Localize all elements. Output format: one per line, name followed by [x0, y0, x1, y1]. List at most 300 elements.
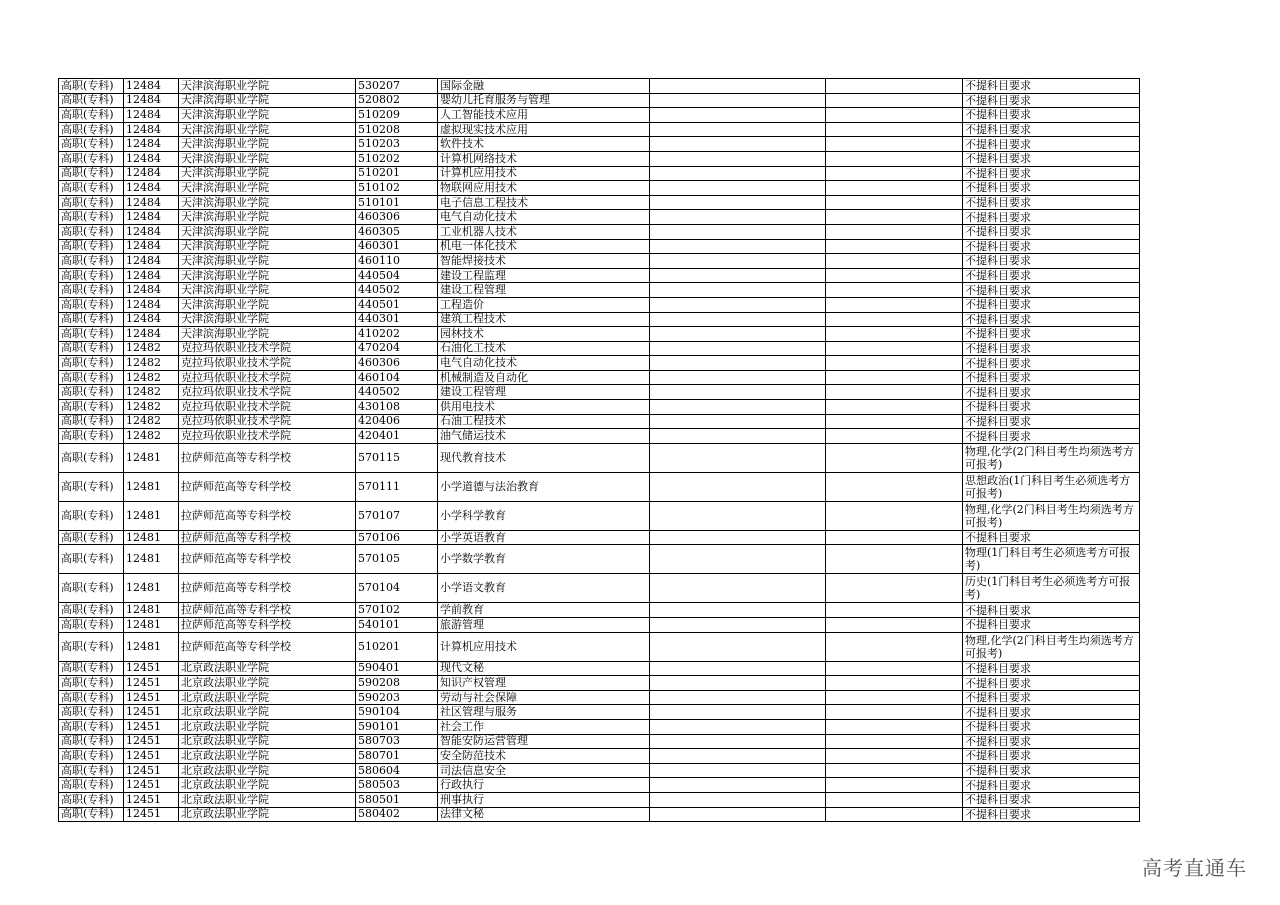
major-name-cell: 机电一体化技术 [438, 239, 650, 254]
school-code-cell: 12484 [124, 297, 179, 312]
level-cell: 高职(专科) [59, 705, 124, 720]
school-name-cell: 天津滨海职业学院 [179, 195, 356, 210]
school-code-cell: 12481 [124, 574, 179, 603]
major-name-cell: 知识产权管理 [438, 676, 650, 691]
requirement-cell: 不提科目要求 [963, 807, 1140, 822]
blank-cell [650, 545, 826, 574]
major-code-cell: 510209 [356, 108, 438, 123]
blank-cell [650, 122, 826, 137]
school-code-cell: 12482 [124, 370, 179, 385]
major-name-cell: 国际金融 [438, 79, 650, 94]
school-code-cell: 12484 [124, 93, 179, 108]
level-cell: 高职(专科) [59, 414, 124, 429]
major-code-cell: 510201 [356, 166, 438, 181]
school-name-cell: 天津滨海职业学院 [179, 137, 356, 152]
school-code-cell: 12482 [124, 356, 179, 371]
school-code-cell: 12484 [124, 210, 179, 225]
blank-cell [650, 93, 826, 108]
requirement-cell: 不提科目要求 [963, 210, 1140, 225]
major-code-cell: 460301 [356, 239, 438, 254]
requirement-cell: 不提科目要求 [963, 370, 1140, 385]
blank-cell [826, 370, 963, 385]
blank-cell [826, 530, 963, 545]
major-code-cell: 570107 [356, 501, 438, 530]
requirement-cell: 不提科目要求 [963, 93, 1140, 108]
requirement-cell: 历史(1门科目考生必须选考方可报考) [963, 574, 1140, 603]
blank-cell [826, 79, 963, 94]
blank-cell [826, 137, 963, 152]
level-cell: 高职(专科) [59, 661, 124, 676]
requirement-cell: 不提科目要求 [963, 224, 1140, 239]
school-code-cell: 12484 [124, 195, 179, 210]
table-row [59, 603, 1140, 618]
blank-cell [826, 763, 963, 778]
level-cell: 高职(专科) [59, 807, 124, 822]
school-code-cell: 12482 [124, 414, 179, 429]
major-code-cell: 580402 [356, 807, 438, 822]
requirement-cell: 不提科目要求 [963, 705, 1140, 720]
requirement-cell: 不提科目要求 [963, 151, 1140, 166]
blank-cell [650, 429, 826, 444]
table-row [59, 79, 1140, 94]
table-row [59, 268, 1140, 283]
blank-cell [826, 778, 963, 793]
blank-cell [826, 545, 963, 574]
table-row [59, 283, 1140, 298]
table-row [59, 734, 1140, 749]
level-cell: 高职(专科) [59, 341, 124, 356]
blank-cell [650, 210, 826, 225]
blank-cell [650, 603, 826, 618]
major-code-cell: 460306 [356, 356, 438, 371]
table-row [59, 108, 1140, 123]
major-code-cell: 540101 [356, 618, 438, 633]
blank-cell [650, 108, 826, 123]
level-cell: 高职(专科) [59, 79, 124, 94]
level-cell: 高职(专科) [59, 400, 124, 415]
major-name-cell: 小学数学教育 [438, 545, 650, 574]
level-cell: 高职(专科) [59, 224, 124, 239]
level-cell: 高职(专科) [59, 574, 124, 603]
requirement-cell: 不提科目要求 [963, 676, 1140, 691]
school-code-cell: 12481 [124, 618, 179, 633]
table-row [59, 122, 1140, 137]
blank-cell [826, 414, 963, 429]
level-cell: 高职(专科) [59, 618, 124, 633]
requirement-cell: 不提科目要求 [963, 297, 1140, 312]
major-name-cell: 建设工程监理 [438, 268, 650, 283]
school-name-cell: 拉萨师范高等专科学校 [179, 472, 356, 501]
blank-cell [650, 472, 826, 501]
school-code-cell: 12484 [124, 137, 179, 152]
school-name-cell: 天津滨海职业学院 [179, 254, 356, 269]
school-name-cell: 北京政法职业学院 [179, 720, 356, 735]
blank-cell [826, 734, 963, 749]
level-cell: 高职(专科) [59, 749, 124, 764]
blank-cell [650, 661, 826, 676]
blank-cell [650, 297, 826, 312]
major-code-cell: 590401 [356, 661, 438, 676]
level-cell: 高职(专科) [59, 93, 124, 108]
table-row [59, 472, 1140, 501]
blank-cell [650, 239, 826, 254]
major-name-cell: 法律文秘 [438, 807, 650, 822]
blank-cell [826, 210, 963, 225]
requirement-cell: 不提科目要求 [963, 137, 1140, 152]
school-name-cell: 北京政法职业学院 [179, 807, 356, 822]
school-name-cell: 天津滨海职业学院 [179, 79, 356, 94]
major-name-cell: 建筑工程技术 [438, 312, 650, 327]
school-name-cell: 天津滨海职业学院 [179, 297, 356, 312]
blank-cell [650, 530, 826, 545]
blank-cell [826, 312, 963, 327]
major-code-cell: 440501 [356, 297, 438, 312]
major-name-cell: 计算机网络技术 [438, 151, 650, 166]
major-code-cell: 510101 [356, 195, 438, 210]
blank-cell [826, 108, 963, 123]
major-code-cell: 570102 [356, 603, 438, 618]
table-row [59, 749, 1140, 764]
blank-cell [826, 224, 963, 239]
major-name-cell: 安全防范技术 [438, 749, 650, 764]
requirement-cell: 不提科目要求 [963, 414, 1140, 429]
school-code-cell: 12481 [124, 530, 179, 545]
school-name-cell: 天津滨海职业学院 [179, 283, 356, 298]
blank-cell [826, 720, 963, 735]
level-cell: 高职(专科) [59, 443, 124, 472]
level-cell: 高职(专科) [59, 632, 124, 661]
blank-cell [650, 137, 826, 152]
level-cell: 高职(专科) [59, 122, 124, 137]
school-name-cell: 克拉玛依职业技术学院 [179, 341, 356, 356]
table-row [59, 356, 1140, 371]
blank-cell [650, 501, 826, 530]
table-body [59, 79, 1140, 822]
school-name-cell: 天津滨海职业学院 [179, 151, 356, 166]
level-cell: 高职(专科) [59, 239, 124, 254]
school-code-cell: 12451 [124, 792, 179, 807]
major-name-cell: 软件技术 [438, 137, 650, 152]
school-code-cell: 12451 [124, 690, 179, 705]
blank-cell [650, 283, 826, 298]
school-name-cell: 天津滨海职业学院 [179, 210, 356, 225]
school-name-cell: 北京政法职业学院 [179, 734, 356, 749]
level-cell: 高职(专科) [59, 676, 124, 691]
school-code-cell: 12451 [124, 763, 179, 778]
major-name-cell: 电子信息工程技术 [438, 195, 650, 210]
major-name-cell: 智能焊接技术 [438, 254, 650, 269]
requirement-cell: 不提科目要求 [963, 792, 1140, 807]
table-row [59, 632, 1140, 661]
major-code-cell: 590208 [356, 676, 438, 691]
blank-cell [650, 749, 826, 764]
blank-cell [650, 151, 826, 166]
requirement-cell: 不提科目要求 [963, 690, 1140, 705]
blank-cell [650, 792, 826, 807]
blank-cell [826, 297, 963, 312]
blank-cell [826, 327, 963, 342]
major-code-cell: 570111 [356, 472, 438, 501]
school-name-cell: 北京政法职业学院 [179, 749, 356, 764]
blank-cell [826, 705, 963, 720]
school-code-cell: 12481 [124, 472, 179, 501]
major-code-cell: 420401 [356, 429, 438, 444]
requirement-cell: 不提科目要求 [963, 618, 1140, 633]
school-code-cell: 12451 [124, 705, 179, 720]
school-name-cell: 克拉玛依职业技术学院 [179, 356, 356, 371]
blank-cell [826, 195, 963, 210]
major-code-cell: 510202 [356, 151, 438, 166]
table-row [59, 443, 1140, 472]
school-name-cell: 克拉玛依职业技术学院 [179, 370, 356, 385]
table-row [59, 763, 1140, 778]
major-name-cell: 人工智能技术应用 [438, 108, 650, 123]
major-name-cell: 虚拟现实技术应用 [438, 122, 650, 137]
blank-cell [826, 807, 963, 822]
major-name-cell: 社区管理与服务 [438, 705, 650, 720]
blank-cell [826, 239, 963, 254]
major-name-cell: 现代教育技术 [438, 443, 650, 472]
blank-cell [826, 472, 963, 501]
school-name-cell: 天津滨海职业学院 [179, 268, 356, 283]
school-code-cell: 12484 [124, 166, 179, 181]
school-name-cell: 克拉玛依职业技术学院 [179, 400, 356, 415]
major-name-cell: 司法信息安全 [438, 763, 650, 778]
school-code-cell: 12451 [124, 807, 179, 822]
school-name-cell: 天津滨海职业学院 [179, 239, 356, 254]
school-code-cell: 12481 [124, 545, 179, 574]
level-cell: 高职(专科) [59, 603, 124, 618]
watermark-logo: 高考直通车 [1142, 856, 1247, 880]
requirement-cell: 不提科目要求 [963, 385, 1140, 400]
major-name-cell: 学前教育 [438, 603, 650, 618]
school-name-cell: 天津滨海职业学院 [179, 93, 356, 108]
blank-cell [650, 327, 826, 342]
major-name-cell: 计算机应用技术 [438, 632, 650, 661]
table-row [59, 341, 1140, 356]
table-row [59, 151, 1140, 166]
major-code-cell: 520802 [356, 93, 438, 108]
table-row [59, 137, 1140, 152]
level-cell: 高职(专科) [59, 195, 124, 210]
requirement-cell: 不提科目要求 [963, 122, 1140, 137]
major-code-cell: 510208 [356, 122, 438, 137]
major-code-cell: 570105 [356, 545, 438, 574]
major-code-cell: 440504 [356, 268, 438, 283]
level-cell: 高职(专科) [59, 137, 124, 152]
major-code-cell: 530207 [356, 79, 438, 94]
school-name-cell: 北京政法职业学院 [179, 792, 356, 807]
level-cell: 高职(专科) [59, 151, 124, 166]
blank-cell [650, 690, 826, 705]
school-code-cell: 12484 [124, 181, 179, 196]
requirement-cell: 不提科目要求 [963, 108, 1140, 123]
blank-cell [826, 151, 963, 166]
requirement-cell: 不提科目要求 [963, 254, 1140, 269]
major-name-cell: 机械制造及自动化 [438, 370, 650, 385]
requirement-cell: 不提科目要求 [963, 312, 1140, 327]
school-code-cell: 12451 [124, 661, 179, 676]
table-row [59, 297, 1140, 312]
requirement-cell: 不提科目要求 [963, 749, 1140, 764]
major-name-cell: 刑事执行 [438, 792, 650, 807]
requirement-cell: 不提科目要求 [963, 778, 1140, 793]
level-cell: 高职(专科) [59, 530, 124, 545]
major-code-cell: 460104 [356, 370, 438, 385]
major-code-cell: 580604 [356, 763, 438, 778]
major-code-cell: 570115 [356, 443, 438, 472]
school-code-cell: 12451 [124, 720, 179, 735]
school-code-cell: 12451 [124, 778, 179, 793]
major-code-cell: 440301 [356, 312, 438, 327]
major-code-cell: 580701 [356, 749, 438, 764]
table-row [59, 224, 1140, 239]
school-name-cell: 天津滨海职业学院 [179, 327, 356, 342]
major-code-cell: 460306 [356, 210, 438, 225]
requirement-cell: 不提科目要求 [963, 661, 1140, 676]
school-code-cell: 12484 [124, 151, 179, 166]
school-name-cell: 北京政法职业学院 [179, 763, 356, 778]
major-name-cell: 建设工程管理 [438, 385, 650, 400]
blank-cell [650, 618, 826, 633]
school-name-cell: 天津滨海职业学院 [179, 224, 356, 239]
major-name-cell: 社会工作 [438, 720, 650, 735]
major-code-cell: 430108 [356, 400, 438, 415]
requirement-cell: 物理,化学(2门科目考生均须选考方可报考) [963, 501, 1140, 530]
requirement-cell: 物理,化学(2门科目考生均须选考方可报考) [963, 443, 1140, 472]
table-row [59, 574, 1140, 603]
requirement-cell: 不提科目要求 [963, 79, 1140, 94]
table-row [59, 195, 1140, 210]
major-name-cell: 智能安防运营管理 [438, 734, 650, 749]
major-code-cell: 420406 [356, 414, 438, 429]
school-code-cell: 12482 [124, 341, 179, 356]
blank-cell [650, 414, 826, 429]
school-name-cell: 天津滨海职业学院 [179, 166, 356, 181]
school-code-cell: 12484 [124, 312, 179, 327]
major-name-cell: 小学科学教育 [438, 501, 650, 530]
blank-cell [826, 749, 963, 764]
school-code-cell: 12484 [124, 224, 179, 239]
table-row [59, 93, 1140, 108]
blank-cell [826, 341, 963, 356]
table-row [59, 166, 1140, 181]
level-cell: 高职(专科) [59, 472, 124, 501]
major-name-cell: 油气储运技术 [438, 429, 650, 444]
table-row [59, 254, 1140, 269]
table-row [59, 792, 1140, 807]
requirement-cell: 不提科目要求 [963, 268, 1140, 283]
school-name-cell: 克拉玛依职业技术学院 [179, 385, 356, 400]
major-name-cell: 行政执行 [438, 778, 650, 793]
requirement-cell: 物理,化学(2门科目考生均须选考方可报考) [963, 632, 1140, 661]
blank-cell [650, 734, 826, 749]
major-code-cell: 580703 [356, 734, 438, 749]
blank-cell [826, 356, 963, 371]
level-cell: 高职(专科) [59, 690, 124, 705]
major-name-cell: 供用电技术 [438, 400, 650, 415]
level-cell: 高职(专科) [59, 268, 124, 283]
blank-cell [826, 574, 963, 603]
subject-requirements-table [58, 78, 1140, 822]
level-cell: 高职(专科) [59, 545, 124, 574]
school-name-cell: 拉萨师范高等专科学校 [179, 545, 356, 574]
school-name-cell: 拉萨师范高等专科学校 [179, 603, 356, 618]
blank-cell [826, 93, 963, 108]
school-name-cell: 天津滨海职业学院 [179, 181, 356, 196]
major-code-cell: 470204 [356, 341, 438, 356]
blank-cell [650, 763, 826, 778]
school-code-cell: 12451 [124, 749, 179, 764]
blank-cell [650, 195, 826, 210]
major-name-cell: 工业机器人技术 [438, 224, 650, 239]
requirement-cell: 不提科目要求 [963, 400, 1140, 415]
school-code-cell: 12484 [124, 108, 179, 123]
table-row [59, 676, 1140, 691]
blank-cell [650, 370, 826, 385]
blank-cell [650, 400, 826, 415]
school-code-cell: 12484 [124, 239, 179, 254]
major-code-cell: 440502 [356, 283, 438, 298]
level-cell: 高职(专科) [59, 720, 124, 735]
blank-cell [826, 792, 963, 807]
school-name-cell: 拉萨师范高等专科学校 [179, 530, 356, 545]
major-name-cell: 婴幼儿托育服务与管理 [438, 93, 650, 108]
requirement-cell: 不提科目要求 [963, 356, 1140, 371]
blank-cell [650, 385, 826, 400]
major-name-cell: 小学英语教育 [438, 530, 650, 545]
requirement-cell: 不提科目要求 [963, 429, 1140, 444]
blank-cell [826, 385, 963, 400]
major-name-cell: 物联网应用技术 [438, 181, 650, 196]
major-code-cell: 580503 [356, 778, 438, 793]
blank-cell [650, 778, 826, 793]
blank-cell [826, 400, 963, 415]
level-cell: 高职(专科) [59, 429, 124, 444]
school-code-cell: 12481 [124, 603, 179, 618]
level-cell: 高职(专科) [59, 327, 124, 342]
table-row [59, 807, 1140, 822]
blank-cell [650, 341, 826, 356]
school-code-cell: 12482 [124, 429, 179, 444]
blank-cell [826, 268, 963, 283]
requirement-cell: 不提科目要求 [963, 763, 1140, 778]
level-cell: 高职(专科) [59, 792, 124, 807]
school-name-cell: 拉萨师范高等专科学校 [179, 443, 356, 472]
level-cell: 高职(专科) [59, 778, 124, 793]
school-name-cell: 北京政法职业学院 [179, 778, 356, 793]
school-code-cell: 12484 [124, 268, 179, 283]
major-code-cell: 510203 [356, 137, 438, 152]
blank-cell [650, 166, 826, 181]
school-code-cell: 12484 [124, 283, 179, 298]
major-code-cell: 510102 [356, 181, 438, 196]
school-name-cell: 拉萨师范高等专科学校 [179, 501, 356, 530]
table-row [59, 690, 1140, 705]
school-code-cell: 12451 [124, 676, 179, 691]
major-name-cell: 现代文秘 [438, 661, 650, 676]
major-code-cell: 460305 [356, 224, 438, 239]
blank-cell [826, 166, 963, 181]
requirement-cell: 不提科目要求 [963, 166, 1140, 181]
requirement-cell: 不提科目要求 [963, 327, 1140, 342]
requirement-cell: 不提科目要求 [963, 341, 1140, 356]
major-code-cell: 440502 [356, 385, 438, 400]
table-row [59, 181, 1140, 196]
table-row [59, 778, 1140, 793]
table-row [59, 400, 1140, 415]
blank-cell [650, 312, 826, 327]
